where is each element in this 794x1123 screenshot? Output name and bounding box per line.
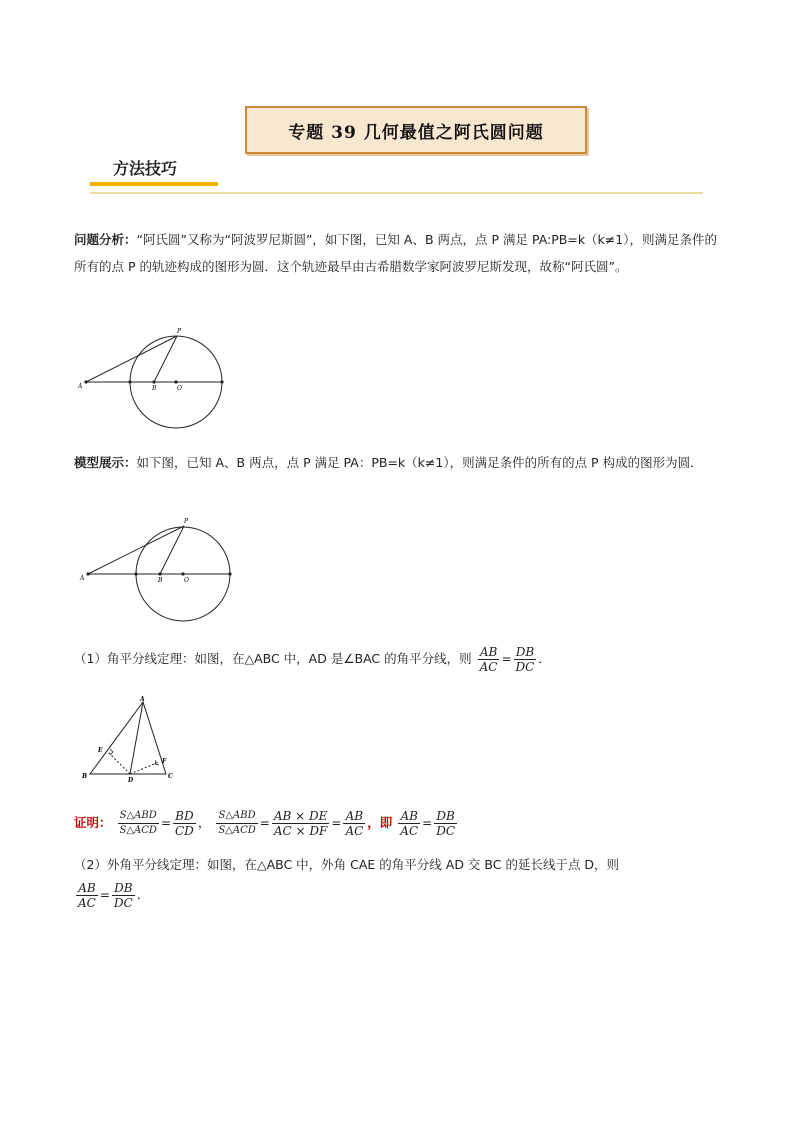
denominator: AC xyxy=(400,824,419,838)
model-text: 如下图，已知 A、B 两点，点 P 满足 PA：PB=k（k≠1），则满足条件的所有的点 P 构成的图形为圆． xyxy=(136,455,703,470)
label-b: B xyxy=(82,773,88,780)
problem-text: “阿氏圆”又称为“阿波罗尼斯圆”，如下图，已知 A、B 两点，点 P 满足 PA:PB=k（k≠1），则满足条件的所有的点 P 的轨迹构成的图形为圆．这个轨迹最早由古希腊数学家阿波罗尼斯发现，故称“阿氏圆”。 xyxy=(74,232,717,274)
problem-paragraph xyxy=(74,226,724,280)
fraction-db-dc xyxy=(434,809,457,838)
comma: ， xyxy=(197,815,211,830)
heading-underline xyxy=(90,182,218,186)
segment-pb xyxy=(154,336,177,382)
denominator: CD xyxy=(175,824,194,838)
equals-sign: = xyxy=(99,888,110,902)
equals-sign: = xyxy=(259,816,270,830)
segment-pa xyxy=(86,336,177,382)
equals-sign: = xyxy=(160,816,171,830)
equals-sign: = xyxy=(501,652,512,666)
label-a: A xyxy=(80,575,85,582)
numerator: S△ABD xyxy=(118,809,159,824)
fraction-ab-ac xyxy=(76,881,98,910)
fraction-ab-ac xyxy=(343,809,365,838)
equals-sign: = xyxy=(331,816,342,830)
point-o xyxy=(181,572,184,575)
page-title: 专题 39 几何最值之阿氏圆问题 xyxy=(288,122,544,143)
model-label: 模型展示： xyxy=(74,455,137,470)
denominator: DC xyxy=(515,660,535,674)
fraction-area-ratio-2 xyxy=(216,809,257,838)
point-right xyxy=(228,572,231,575)
label-o: O xyxy=(177,385,182,392)
point-left xyxy=(134,572,137,575)
label-c: C xyxy=(168,773,173,780)
label-a: A xyxy=(78,383,83,390)
title-box xyxy=(245,106,587,154)
numerator: S△ABD xyxy=(216,809,257,824)
numerator: BD xyxy=(173,809,196,824)
point-o xyxy=(174,380,177,383)
denominator: DC xyxy=(436,824,456,838)
label-p: P xyxy=(184,518,189,525)
theorem2-text: （2）外角平分线定理：如图，在△ABC 中，外角 CAE 的角平分线 AD 交 BC 的延长线于点 D，则 xyxy=(74,857,620,872)
fraction-bd-cd xyxy=(173,809,196,838)
proof-ji: ，即 xyxy=(367,815,393,830)
label-b: B xyxy=(152,385,157,392)
fraction-db-dc xyxy=(112,881,135,910)
period: ． xyxy=(136,887,150,902)
segment-pb xyxy=(160,526,184,574)
proof-paragraph xyxy=(74,804,734,842)
fraction-db-dc xyxy=(514,645,537,674)
denominator: S△ACD xyxy=(119,825,157,836)
apollonius-figure-1 xyxy=(70,322,240,437)
model-paragraph xyxy=(74,449,724,476)
numerator: DB xyxy=(514,645,537,660)
section-rule xyxy=(90,192,703,194)
fraction-area-ratio xyxy=(118,809,159,838)
numerator: AB xyxy=(398,809,420,824)
point-b xyxy=(152,380,155,383)
denominator: AC × DF xyxy=(273,824,328,838)
label-d: D xyxy=(128,777,134,784)
theorem1-paragraph xyxy=(74,642,734,676)
label-p: P xyxy=(177,328,182,335)
bisector-ad xyxy=(130,702,143,774)
theorem2-paragraph xyxy=(74,850,694,910)
right-angle-e xyxy=(110,749,113,755)
triangle-abc xyxy=(90,702,166,774)
numerator: AB xyxy=(343,809,365,824)
label-e: E xyxy=(98,747,103,754)
point-left xyxy=(128,380,131,383)
fraction-ab-ac-2 xyxy=(398,809,420,838)
point-b xyxy=(158,572,161,575)
apollonius-figure-2 xyxy=(72,514,242,629)
segment-pa xyxy=(88,526,184,574)
denominator: AC xyxy=(479,660,498,674)
period: ． xyxy=(538,651,551,666)
point-a xyxy=(86,572,89,575)
triangle-figure xyxy=(76,692,186,784)
numerator: AB xyxy=(478,645,500,660)
label-o: O xyxy=(184,577,189,584)
numerator: AB xyxy=(76,881,98,896)
fraction-product xyxy=(272,809,330,838)
denominator: S△ACD xyxy=(218,825,256,836)
denominator: DC xyxy=(113,896,133,910)
label-a: A xyxy=(140,696,145,703)
numerator: DB xyxy=(434,809,457,824)
label-f: F xyxy=(162,758,167,765)
fraction-ab-ac xyxy=(478,645,500,674)
proof-label: 证明： xyxy=(74,815,112,830)
denominator: AC xyxy=(345,824,364,838)
label-b: B xyxy=(158,577,163,584)
numerator: AB × DE xyxy=(273,809,328,823)
problem-label: 问题分析： xyxy=(74,232,137,247)
point-a xyxy=(84,380,87,383)
point-right xyxy=(220,380,223,383)
section-heading: 方法技巧 xyxy=(113,159,178,178)
numerator: DB xyxy=(112,881,135,896)
theorem1-text: （1）角平分线定理：如图，在△ABC 中，AD 是∠BAC 的角平分线，则 xyxy=(74,651,472,666)
denominator: AC xyxy=(78,896,96,910)
equals-sign: = xyxy=(422,816,433,830)
